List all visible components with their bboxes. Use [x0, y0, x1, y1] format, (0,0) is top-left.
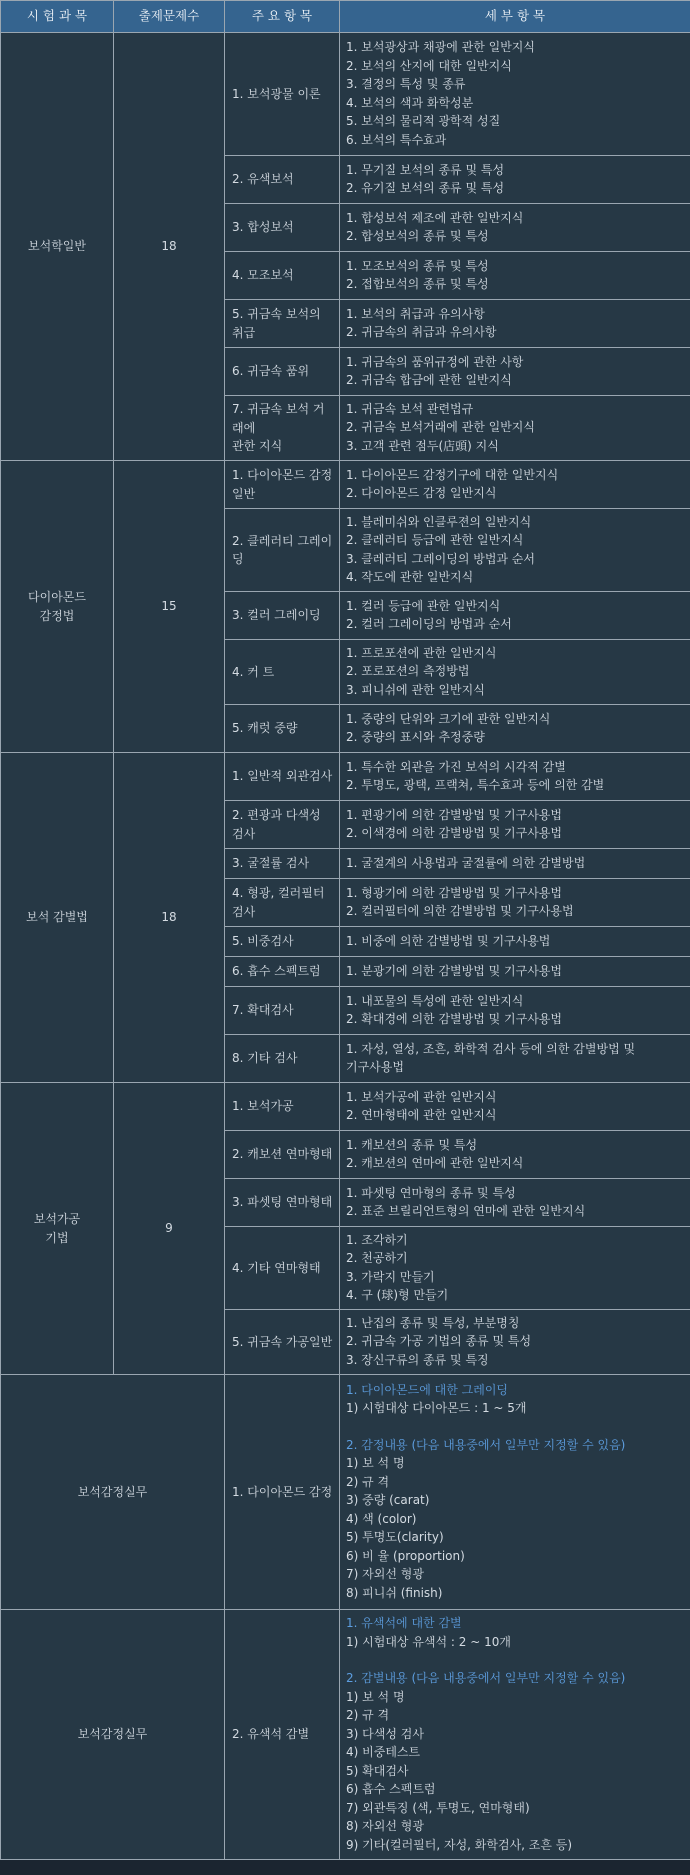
detail-item-text: 1. 자성, 열성, 조흔, 화학적 검사 등에 의한 감별방법 및	[346, 1041, 636, 1056]
main-item-text: 2. 편광과 다색성	[232, 808, 321, 822]
detail-heading: 1. 유색석에 대한 감별	[346, 1616, 462, 1630]
main-item-text: 검사	[232, 826, 256, 841]
main-item-cell	[225, 987, 340, 1035]
detail-item-text: 8) 자외선 형광	[346, 1819, 424, 1833]
table-row	[1, 33, 690, 156]
main-item-cell	[225, 1083, 340, 1131]
detail-item-text: 2. 합성보석의 종류 및 특성	[346, 229, 489, 243]
main-item-cell	[225, 592, 340, 640]
main-item-text: 검사	[232, 904, 256, 919]
detail-item-cell	[340, 204, 690, 252]
detail-item-text: 1. 다이아몬드 감정기구에 대한 일반지식	[346, 467, 559, 482]
detail-item-cell	[340, 1610, 690, 1860]
main-item-cell	[225, 1179, 340, 1227]
detail-heading: 1. 다이아몬드에 대한 그레이딩	[346, 1382, 508, 1397]
main-item-cell	[225, 204, 340, 252]
main-item-text: 4. 모조보석	[232, 268, 294, 283]
main-item-text: 3. 컬러 그레이딩	[232, 608, 321, 623]
detail-item-cell	[340, 300, 690, 348]
main-item-text: 취급	[232, 325, 256, 340]
detail-item-cell	[340, 252, 690, 300]
main-item-text: 3. 파셋팅 연마형태	[232, 1195, 333, 1210]
detail-item-cell	[340, 1227, 690, 1310]
detail-item-text: 3. 가락지 만들기	[346, 1269, 435, 1284]
main-item-cell	[225, 1310, 340, 1375]
main-item-cell	[225, 879, 340, 927]
main-item-text: 1. 보석가공	[232, 1099, 294, 1114]
detail-item-text: 5. 보석의 물리적 광학적 성질	[346, 114, 501, 128]
main-item-cell	[225, 1375, 340, 1610]
detail-item-text: 2. 컬러 그레이딩의 방법과 순서	[346, 617, 512, 631]
detail-item-text: 2. 귀금속 가공 기법의 종류 및 특성	[346, 1334, 532, 1349]
subject-cell	[1, 461, 114, 753]
main-item-text: 관한 지식	[232, 439, 283, 454]
main-item-cell	[225, 640, 340, 705]
detail-item-text: 7) 자외선 형광	[346, 1567, 424, 1582]
subject-text: 보석가공	[33, 1212, 81, 1226]
detail-item-text: 1. 보석광상과 채광에 관한 일반지식	[346, 40, 535, 54]
detail-item-text: 6) 비 율 (proportion)	[346, 1548, 465, 1563]
detail-item-text: 1. 내포물의 특성에 관한 일반지식	[346, 993, 524, 1008]
detail-item-text: 2. 캐보션의 연마에 관한 일반지식	[346, 1156, 524, 1170]
main-item-text: 2. 유색보석	[232, 172, 294, 187]
detail-item-text: 2. 확대경에 의한 감별방법 및 기구사용법	[346, 1012, 562, 1026]
main-item-text: 5. 캐럿 중량	[232, 721, 298, 736]
subject-cell	[1, 753, 114, 1083]
main-item-cell	[225, 348, 340, 396]
main-item-cell	[225, 252, 340, 300]
detail-item-text: 2. 귀금속 보석거래에 관한 일반지식	[346, 420, 535, 435]
main-item-cell	[225, 1035, 340, 1083]
detail-heading: 2. 감별내용 (다음 내용중에서 일부만 지정할 수 있음)	[346, 1671, 626, 1685]
subject-cell	[1, 1083, 114, 1375]
detail-item-cell	[340, 33, 690, 156]
detail-item-cell	[340, 849, 690, 879]
main-item-cell	[225, 156, 340, 204]
main-item-cell	[225, 957, 340, 987]
detail-item-text: 1. 모조보석의 종류 및 특성	[346, 258, 489, 273]
subject-text: 보석감정실무	[77, 1484, 148, 1499]
detail-item-text: 2) 규 격	[346, 1474, 390, 1489]
spacer	[346, 1651, 684, 1669]
main-item-cell	[225, 849, 340, 879]
main-item-text: 5. 비중검사	[232, 934, 294, 949]
main-item-cell	[225, 33, 340, 156]
detail-item-text: 6. 보석의 특수효과	[346, 132, 447, 147]
detail-item-cell	[340, 461, 690, 509]
main-item-text: 1. 일반적 외관검사	[232, 769, 333, 784]
subject-text: 보석학일반	[28, 239, 86, 254]
main-item-text: 1. 보석광물 이론	[232, 86, 321, 101]
detail-item-text: 2. 천공하기	[346, 1251, 408, 1265]
subject-text: 다이아몬드	[28, 590, 86, 604]
header-main-items: 주 요 항 목	[225, 1, 340, 33]
detail-item-cell	[340, 1131, 690, 1179]
main-item-text: 6. 흡수 스펙트럼	[232, 964, 321, 979]
detail-item-text: 1. 굴절계의 사용법과 굴절률에 의한 감별방법	[346, 855, 586, 870]
main-item-text: 2. 유색석 감별	[232, 1727, 310, 1742]
detail-item-text: 1. 비중에 의한 감별방법 및 기구사용법	[346, 933, 551, 948]
header-row	[1, 1, 690, 33]
detail-item-text: 3. 결정의 특성 및 종류	[346, 77, 466, 91]
subject-text: 보석감정실무	[77, 1727, 148, 1742]
detail-item-text: 1. 컬러 등급에 관한 일반지식	[346, 598, 501, 613]
main-item-text: 6. 귀금속 품위	[232, 364, 310, 379]
main-item-text: 4. 커 트	[232, 664, 275, 679]
main-item-text: 4. 형광, 컬러필터	[232, 886, 325, 900]
detail-item-text: 3. 고객 관련 점두(店頭) 지식	[346, 438, 499, 453]
subject-cell	[1, 33, 114, 461]
detail-item-text: 1) 보 석 명	[346, 1456, 405, 1471]
detail-item-text: 4. 보석의 색과 화학성분	[346, 95, 474, 110]
question-count: 15	[114, 461, 225, 753]
detail-item-text: 2. 이색경에 의한 감별방법 및 기구사용법	[346, 826, 562, 840]
subject-text: 기법	[45, 1230, 69, 1245]
detail-item-cell	[340, 1083, 690, 1131]
detail-item-text: 3. 피니쉬에 관한 일반지식	[346, 682, 485, 697]
main-item-cell	[225, 927, 340, 957]
detail-item-text: 5) 투명도(clarity)	[346, 1530, 444, 1545]
detail-item-text: 3) 중량 (carat)	[346, 1493, 430, 1508]
main-item-text: 2. 클레러티 그레이	[232, 533, 333, 548]
detail-item-text: 3. 클레러티 그레이딩의 방법과 순서	[346, 551, 535, 566]
detail-item-text: 2. 투명도, 광택, 프랙쳐, 특수효과 등에 의한 감별	[346, 778, 605, 792]
detail-item-text: 1. 프로포션에 관한 일반지식	[346, 645, 497, 660]
detail-item-cell	[340, 592, 690, 640]
main-item-text: 7. 귀금속 보석 거	[232, 402, 325, 417]
main-item-text: 7. 확대검사	[232, 1003, 294, 1018]
table-row	[1, 1610, 690, 1860]
detail-item-cell	[340, 705, 690, 753]
detail-item-text: 2. 중량의 표시와 추정중량	[346, 730, 485, 744]
detail-item-cell	[340, 1035, 690, 1083]
detail-item-text: 3. 장신구류의 종류 및 특징	[346, 1352, 489, 1367]
main-item-text: 래에	[232, 420, 256, 435]
detail-item-text: 1. 무기질 보석의 종류 및 특성	[346, 162, 505, 177]
question-count: 18	[114, 33, 225, 461]
detail-item-cell	[340, 348, 690, 396]
main-item-text: 1. 다이아몬드 감정	[232, 468, 333, 482]
detail-item-text: 1. 합성보석 제조에 관한 일반지식	[346, 210, 524, 225]
main-item-text: 4. 기타 연마형태	[232, 1260, 321, 1275]
detail-item-text: 2. 귀금속의 취급과 유의사항	[346, 325, 497, 339]
main-item-cell	[225, 396, 340, 461]
header-count: 출제문제수	[114, 1, 225, 33]
detail-item-text: 1) 보 석 명	[346, 1689, 405, 1704]
table-row	[1, 753, 690, 801]
spacer	[346, 1418, 684, 1436]
main-item-text: 일반	[232, 486, 256, 501]
detail-item-text: 2. 유기질 보석의 종류 및 특성	[346, 181, 505, 195]
detail-item-text: 1. 조각하기	[346, 1232, 408, 1247]
detail-item-text: 2. 표준 브릴리언트형의 연마에 관한 일반지식	[346, 1204, 586, 1218]
main-item-cell	[225, 1610, 340, 1860]
detail-item-cell	[340, 927, 690, 957]
main-item-cell	[225, 801, 340, 849]
main-item-text: 5. 귀금속 보석의	[232, 307, 321, 321]
table-row	[1, 1375, 690, 1610]
detail-item-text: 2. 포로포션의 측정방법	[346, 664, 470, 679]
header-detail-items: 세 부 항 목	[340, 1, 690, 33]
detail-item-text: 1. 보석의 취급과 유의사항	[346, 306, 485, 321]
main-item-cell	[225, 461, 340, 509]
detail-item-cell	[340, 509, 690, 592]
question-count: 18	[114, 753, 225, 1083]
detail-item-text: 2. 접합보석의 종류 및 특성	[346, 277, 489, 291]
main-item-cell	[225, 509, 340, 592]
detail-item-text: 1. 특수한 외관을 가진 보석의 시각적 감별	[346, 759, 566, 774]
detail-item-text: 1. 분광기에 의한 감별방법 및 기구사용법	[346, 963, 562, 978]
detail-item-text: 1. 캐보션의 종류 및 특성	[346, 1137, 478, 1152]
detail-item-text: 1. 편광기에 의한 감별방법 및 기구사용법	[346, 807, 562, 822]
main-item-cell	[225, 1227, 340, 1310]
detail-item-text: 2. 클레러티 등급에 관한 일반지식	[346, 533, 524, 547]
subject-cell	[1, 1375, 225, 1610]
detail-item-cell	[340, 640, 690, 705]
detail-item-text: 2) 규 격	[346, 1708, 390, 1722]
main-item-cell	[225, 1131, 340, 1179]
main-item-text: 8. 기타 검사	[232, 1051, 298, 1066]
detail-item-text: 4. 구 (球)형 만들기	[346, 1288, 449, 1302]
detail-item-text: 1. 귀금속의 품위규정에 관한 사항	[346, 354, 524, 369]
detail-item-cell	[340, 1375, 690, 1610]
detail-item-text: 2. 다이아몬드 감정 일반지식	[346, 486, 497, 500]
detail-item-text: 2. 귀금속 합금에 관한 일반지식	[346, 373, 512, 387]
detail-item-text: 4) 비중테스트	[346, 1745, 421, 1759]
table-row	[1, 1083, 690, 1131]
detail-item-cell	[340, 753, 690, 801]
detail-item-text: 1. 파셋팅 연마형의 종류 및 특성	[346, 1185, 516, 1200]
detail-item-cell	[340, 879, 690, 927]
detail-item-text: 4) 색 (color)	[346, 1511, 417, 1526]
detail-item-text: 9) 기타(컬러필터, 자성, 화학검사, 조흔 등)	[346, 1837, 573, 1852]
detail-item-cell	[340, 1310, 690, 1375]
detail-item-text: 8) 피니쉬 (finish)	[346, 1585, 443, 1600]
subject-cell	[1, 1610, 225, 1860]
main-item-text: 3. 합성보석	[232, 220, 294, 235]
detail-item-text: 4. 작도에 관한 일반지식	[346, 570, 474, 584]
detail-item-text: 1) 시험대상 유색석 : 2 ~ 10개	[346, 1634, 511, 1649]
detail-item-text: 1) 시험대상 다이아몬드 : 1 ~ 5개	[346, 1401, 527, 1416]
question-count: 9	[114, 1083, 225, 1375]
detail-item-text: 2. 컬러필터에 의한 감별방법 및 기구사용법	[346, 904, 574, 918]
detail-item-text: 1. 중량의 단위와 크기에 관한 일반지식	[346, 711, 551, 726]
main-item-text: 2. 캐보션 연마형태	[232, 1147, 333, 1162]
detail-item-text: 1. 블레미쉬와 인클루젼의 일반지식	[346, 514, 532, 529]
main-item-text: 5. 귀금속 가공일반	[232, 1334, 333, 1349]
main-item-cell	[225, 300, 340, 348]
main-item-text: 1. 다이아몬드 감정	[232, 1484, 333, 1499]
detail-item-text: 7) 외관특징 (색, 투명도, 연마형태)	[346, 1800, 530, 1815]
detail-item-text: 5) 확대검사	[346, 1763, 409, 1778]
detail-item-cell	[340, 801, 690, 849]
header-subject: 시 험 과 목	[1, 1, 114, 33]
detail-item-cell	[340, 396, 690, 461]
detail-item-cell	[340, 957, 690, 987]
detail-item-text: 1. 난집의 종류 및 특성, 부분명칭	[346, 1315, 520, 1330]
main-item-text: 딩	[232, 552, 244, 566]
detail-item-text: 1. 형광기에 의한 감별방법 및 기구사용법	[346, 885, 562, 900]
subject-text: 보석 감별법	[26, 910, 88, 925]
main-item-cell	[225, 705, 340, 753]
table-body	[1, 33, 690, 1860]
table-row	[1, 461, 690, 509]
detail-item-cell	[340, 987, 690, 1035]
detail-item-text: 1. 귀금속 보석 관련법규	[346, 401, 474, 416]
detail-item-text: 2. 연마형태에 관한 일반지식	[346, 1108, 497, 1122]
detail-item-text: 기구사용법	[346, 1060, 404, 1074]
main-item-text: 3. 굴절률 검사	[232, 856, 310, 871]
detail-item-cell	[340, 1179, 690, 1227]
detail-heading: 2. 감정내용 (다음 내용중에서 일부만 지정할 수 있음)	[346, 1437, 626, 1452]
detail-item-text: 1. 보석가공에 관한 일반지식	[346, 1089, 497, 1104]
subject-text: 감정법	[39, 608, 75, 623]
detail-item-cell	[340, 156, 690, 204]
detail-item-text: 2. 보석의 산지에 대한 일반지식	[346, 58, 512, 73]
main-item-cell	[225, 753, 340, 801]
detail-item-text: 3) 다색성 검사	[346, 1726, 424, 1741]
detail-item-text: 6) 흡수 스펙트럼	[346, 1782, 436, 1796]
